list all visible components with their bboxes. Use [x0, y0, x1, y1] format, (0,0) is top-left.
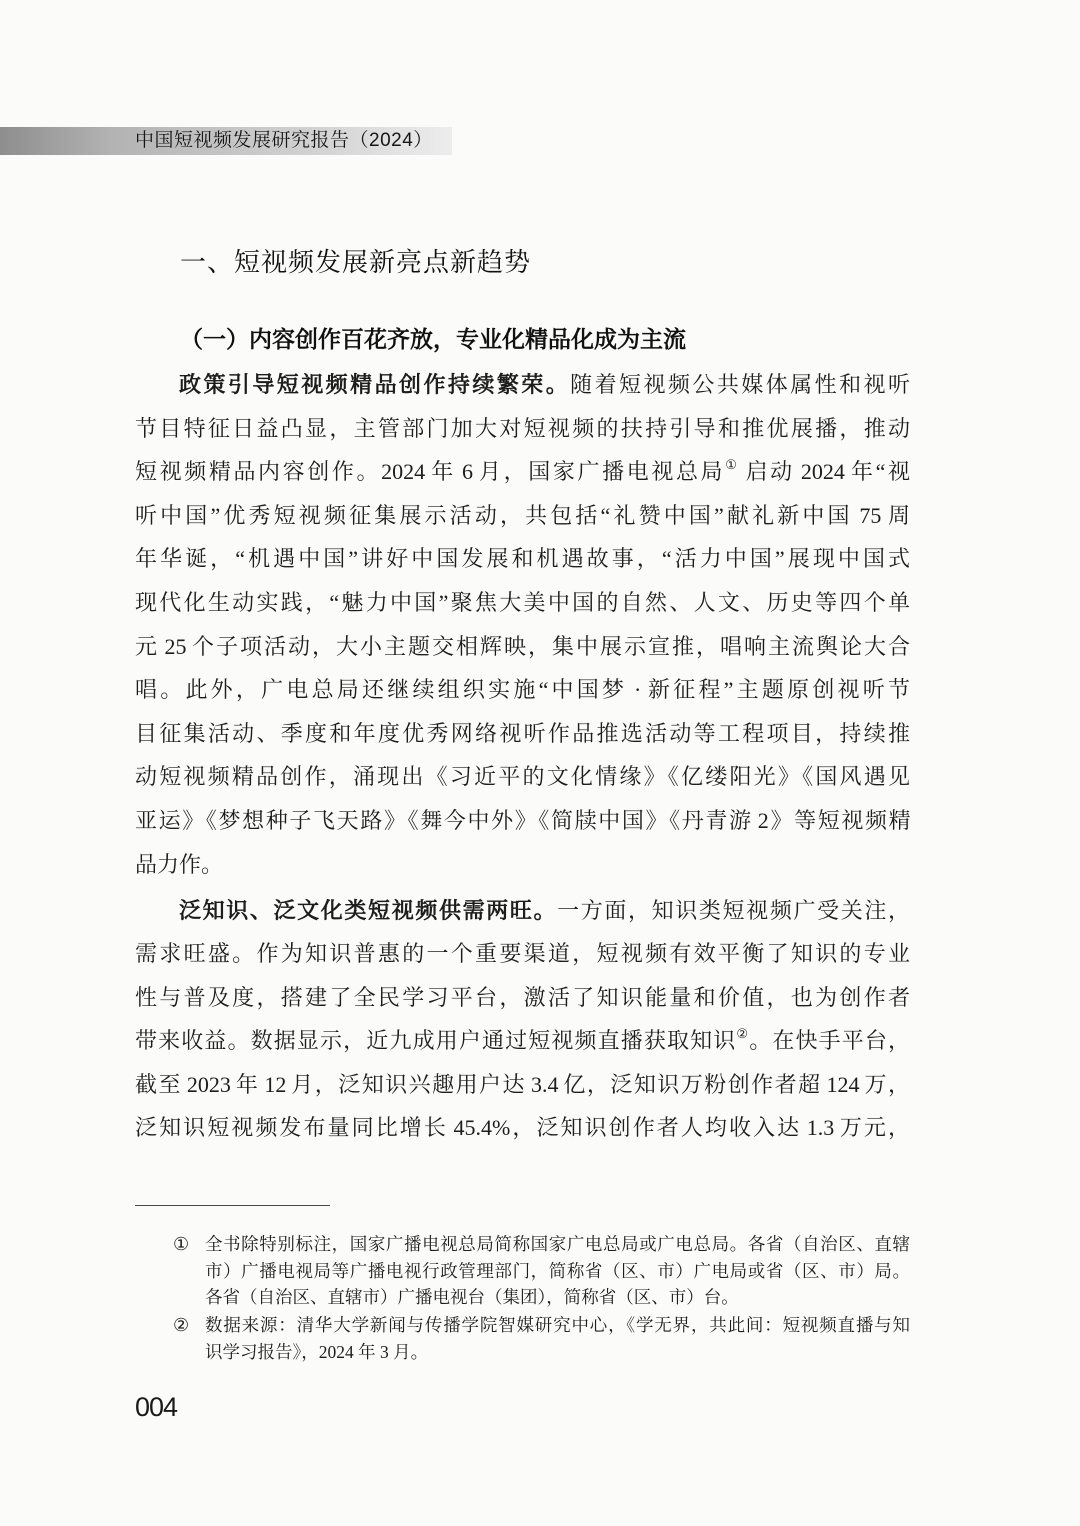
- text-line: 需求旺盛。作为知识普惠的一个重要渠道，短视频有效平衡了知识的专业: [135, 941, 910, 967]
- text-line: 品力作。: [135, 851, 224, 877]
- text-line: 亚运》《梦想种子飞天路》《舞今中外》《简牍中国》《丹青游 2》等短视频精: [135, 807, 910, 833]
- footnote-divider: [135, 1205, 330, 1206]
- paragraph-lead: 泛知识、泛文化类短视频供需两旺。: [179, 898, 558, 923]
- text-line: 泛知识短视频发布量同比增长 45.4%，泛知识创作者人均收入达 1.3 万元，: [135, 1115, 910, 1141]
- text-line: 听中国”优秀短视频征集展示活动，共包括“礼赞中国”献礼新中国 75 周: [135, 502, 910, 528]
- text-line: 节目特征日益凸显，主管部门加大对短视频的扶持引导和推优展播，推动: [135, 415, 910, 441]
- footnote-marker: ①: [173, 1234, 190, 1254]
- paragraph-knowledge-content: [135, 889, 910, 1149]
- footnote-line: 各省（自治区、直辖市）广播电视台（集团），简称省（区、市）台。: [205, 1287, 739, 1307]
- text-segment: 启动 2024 年“视: [739, 459, 910, 485]
- footnote-1: [135, 1231, 910, 1311]
- text-line: [135, 889, 910, 932]
- footnote-line: 全书除特别标注，国家广播电视总局简称国家广电总局或广电总局。各省（自治区、直辖: [205, 1234, 910, 1254]
- footnote-marker: ②: [173, 1315, 190, 1335]
- text-line: [135, 450, 910, 494]
- footnote-line: 数据来源：清华大学新闻与传播学院智媒研究中心，《学无界，共此间：短视频直播与知: [205, 1315, 910, 1335]
- text-line: 年华诞，“机遇中国”讲好中国发展和机遇故事，“活力中国”展现中国式: [135, 546, 910, 572]
- page-number: 004: [135, 1392, 178, 1422]
- footnote-2: [135, 1312, 910, 1365]
- footnote-line: 市）广播电视局等广播电视行政管理部门，简称省（区、市）广电局或省（区、市）局。: [205, 1260, 910, 1281]
- footnote-body: [205, 1231, 910, 1311]
- text-line: 截至 2023 年 12 月，泛知识兴趣用户达 3.4 亿，泛知识万粉创作者超 124 万，: [135, 1071, 910, 1097]
- text-line: [135, 1019, 910, 1062]
- text-segment: 带来收益。数据显示，近九成用户通过短视频直播获取知识: [135, 1028, 737, 1054]
- text-line: 目征集活动、季度和年度优秀网络视听作品推选活动等工程项目，持续推: [135, 720, 910, 746]
- running-header-title: 中国短视频发展研究报告（2024）: [135, 130, 433, 151]
- footnote-line: 识学习报告》，2024 年 3 月。: [205, 1341, 429, 1362]
- paragraph-lead: 政策引导短视频精品创作持续繁荣。: [179, 372, 571, 397]
- footnote-body: [205, 1312, 910, 1365]
- text-segment: 。在快手平台，: [749, 1028, 910, 1054]
- text-segment: 随着短视频公共媒体属性和视听: [570, 372, 910, 397]
- text-line: 元 25 个子项活动，大小主题交相辉映，集中展示宣推，唱响主流舆论大合: [135, 633, 910, 659]
- text-line: 性与普及度，搭建了全民学习平台，激活了知识能量和价值，也为创作者: [135, 984, 910, 1010]
- text-line: 唱。此外，广电总局还继续组织实施“中国梦 · 新征程”主题原创视听节: [135, 677, 910, 703]
- footnote-ref-2: ②: [736, 1026, 750, 1042]
- text-segment: 短视频精品内容创作。2024 年 6 月，国家广播电视总局: [135, 459, 726, 485]
- footnote-ref-1: ①: [725, 457, 740, 473]
- text-line: 现代化生动实践，“魅力中国”聚焦大美中国的自然、人文、历史等四个单: [135, 589, 910, 615]
- paragraph-policy-guidance: [135, 363, 910, 886]
- text-segment: 一方面，知识类短视频广受关注，: [557, 898, 910, 923]
- text-line: [135, 363, 910, 407]
- subsection-title: （一）内容创作百花齐放，专业化精品化成为主流: [180, 327, 686, 352]
- section-title: 一、短视频发展新亮点新趋势: [180, 247, 532, 277]
- text-line: 动短视频精品创作，涌现出《习近平的文化情缘》《亿缕阳光》《国风遇见: [135, 764, 910, 790]
